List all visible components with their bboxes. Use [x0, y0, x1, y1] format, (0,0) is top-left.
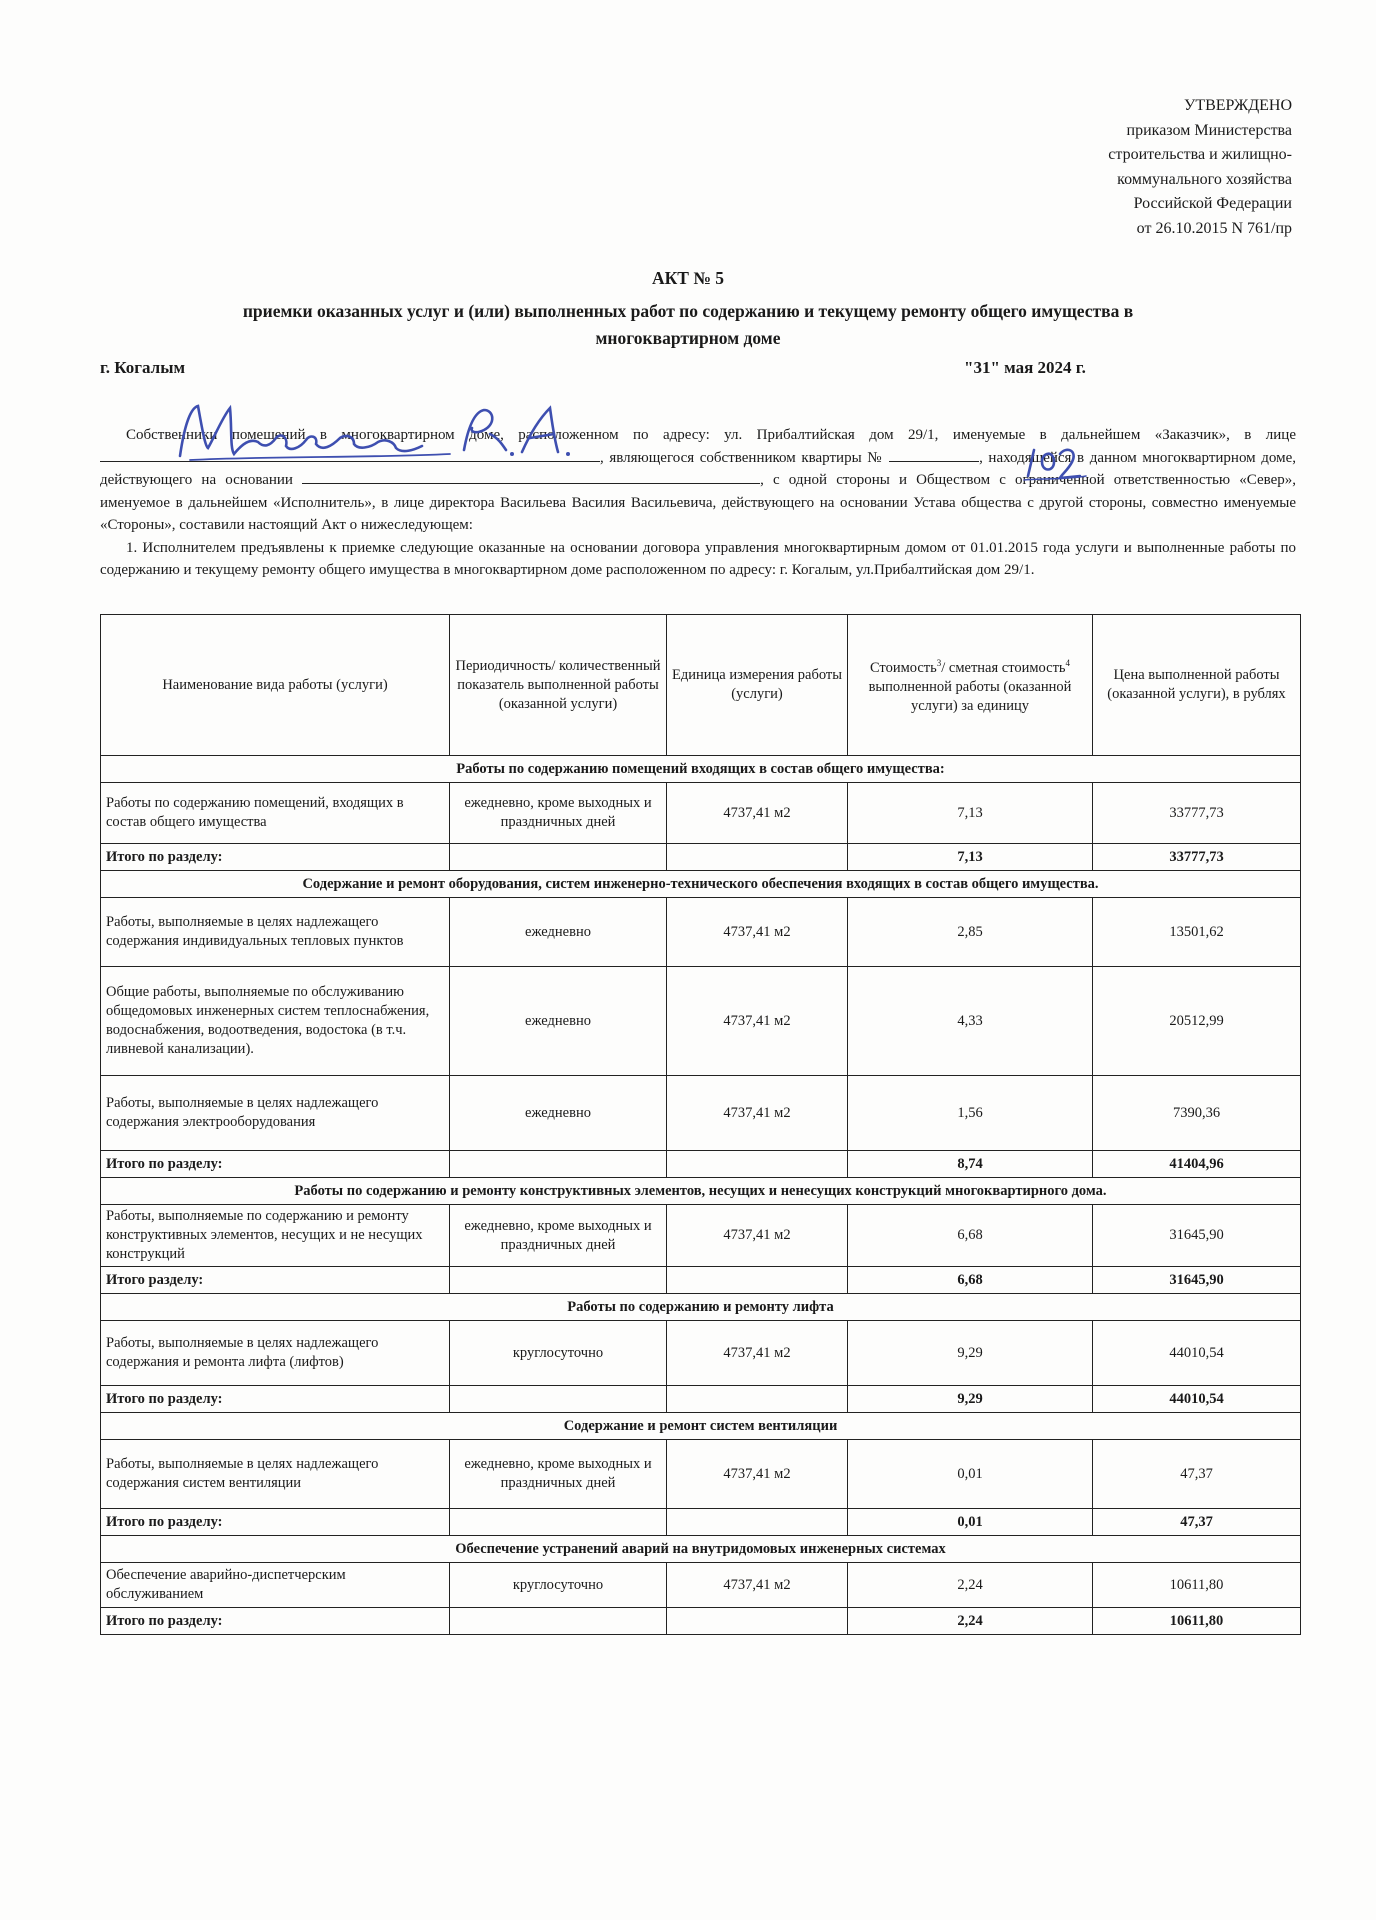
- periodicity-cell: ежедневно: [450, 898, 667, 967]
- section-title: Содержание и ремонт систем вентиляции: [101, 1413, 1301, 1440]
- table-row: [101, 1205, 1301, 1267]
- act-title: АКТ № 5: [651, 268, 725, 288]
- approval-line: приказом Министерства: [1126, 121, 1292, 139]
- section-total-row: [101, 1608, 1301, 1635]
- work-name-cell: Общие работы, выполняемые по обслуживанию общедомовых инженерных систем теплоснабжения, водоснабжения, водоотведения, водостока (в т.ч. ливневой канализации).: [101, 967, 450, 1076]
- price-cell: 13501,62: [1093, 898, 1301, 967]
- column-header-price: Цена выполненной работы (оказанной услуги), в рублях: [1093, 615, 1301, 756]
- unit-cost-cell: 2,24: [848, 1563, 1093, 1608]
- act-subtitle: [100, 298, 1276, 352]
- approval-line: УТВЕРЖДЕНО: [1183, 97, 1292, 114]
- works-table: [100, 614, 1301, 1635]
- signature-drawing: [150, 398, 590, 470]
- table-row: [101, 967, 1301, 1076]
- price-cell: 33777,73: [1093, 783, 1301, 844]
- approval-stamp-text: [1108, 94, 1292, 241]
- section-total-row: [101, 1267, 1301, 1294]
- works-table-body: [101, 756, 1301, 1635]
- approval-line: от 26.10.2015 N 761/пр: [1136, 219, 1292, 237]
- total-price-cell: 10611,80: [1093, 1608, 1301, 1635]
- preamble-text: , находящейся в данном многоквартирном доме, действующего на основании: [100, 449, 1297, 488]
- unit-cell: 4737,41 м2: [667, 1321, 848, 1386]
- apartment-number-drawing: [1020, 440, 1090, 486]
- total-cost-cell: 0,01: [848, 1509, 1093, 1536]
- preamble-paragraph-2: 1. Исполнителем предъявлены к приемке следующие оказанные на основании договора управления многоквартирным домом от 01.01.2015 года услуги и выполненные работы по содержанию и текущему ремонту общего имущества в многоквартирном доме расположенном по адресу: г. Когалым, ул.Прибалтийская дом 29/1.: [100, 539, 1296, 578]
- periodicity-cell: ежедневно, кроме выходных и праздничных дней: [450, 1205, 667, 1267]
- work-name-cell: Работы, выполняемые в целях надлежащего содержания систем вентиляции: [101, 1440, 450, 1509]
- periodicity-cell: ежедневно: [450, 1076, 667, 1151]
- unit-cell: 4737,41 м2: [667, 1440, 848, 1509]
- total-label-cell: Итого по разделу:: [101, 1386, 450, 1413]
- unit-cell: 4737,41 м2: [667, 1563, 848, 1608]
- approval-line: Российской Федерации: [1133, 195, 1292, 212]
- work-name-cell: Работы, выполняемые в целях надлежащего содержания электрооборудования: [101, 1076, 450, 1151]
- act-city: г. Когалым: [100, 358, 186, 377]
- total-price-cell: 44010,54: [1093, 1386, 1301, 1413]
- unit-cell: 4737,41 м2: [667, 783, 848, 844]
- section-total-row: [101, 1151, 1301, 1178]
- empty-cell: [667, 1151, 848, 1178]
- unit-cost-cell: 7,13: [848, 783, 1093, 844]
- unit-cost-cell: 9,29: [848, 1321, 1093, 1386]
- column-header-unit: Единица измерения работы (услуги): [667, 615, 848, 756]
- price-cell: 31645,90: [1093, 1205, 1301, 1267]
- table-row: [101, 1321, 1301, 1386]
- total-cost-cell: 8,74: [848, 1151, 1093, 1178]
- total-label-cell: Итого по разделу:: [101, 1608, 450, 1635]
- column-header-periodicity: Периодичность/ количественный показатель выполненной работы (оказанной услуги): [450, 615, 667, 756]
- table-row: [101, 1076, 1301, 1151]
- total-label-cell: Итого по разделу:: [101, 1509, 450, 1536]
- empty-cell: [667, 1267, 848, 1294]
- total-label-cell: Итого разделу:: [101, 1267, 450, 1294]
- approval-line: коммунального хозяйства: [1117, 170, 1292, 188]
- empty-cell: [450, 1608, 667, 1635]
- unit-cost-cell: 0,01: [848, 1440, 1093, 1509]
- unit-cell: 4737,41 м2: [667, 1205, 848, 1267]
- unit-cell: 4737,41 м2: [667, 898, 848, 967]
- work-name-cell: Обеспечение аварийно-диспетчерским обслуживанием: [101, 1563, 450, 1608]
- unit-cell: 4737,41 м2: [667, 967, 848, 1076]
- section-title: Работы по содержанию и ремонту конструктивных элементов, несущих и ненесущих конструкций многоквартирного дома.: [101, 1178, 1301, 1205]
- section-header-row: [101, 1178, 1301, 1205]
- empty-cell: [667, 1608, 848, 1635]
- section-total-row: [101, 1386, 1301, 1413]
- section-header-row: [101, 756, 1301, 783]
- price-cell: 10611,80: [1093, 1563, 1301, 1608]
- preamble-text: Собственники помещений в многоквартирном доме, расположенном по адресу: ул. Прибалтийская дом 29/1, именуемые в дальнейшем «Заказчик», в лице: [126, 427, 1296, 443]
- handwritten-apartment-number: [1020, 440, 1090, 486]
- table-row: [101, 783, 1301, 844]
- act-subtitle-line: многоквартирном доме: [595, 328, 781, 348]
- apartment-number-blank: [889, 447, 979, 462]
- work-name-cell: Работы, выполняемые в целях надлежащего содержания и ремонта лифта (лифтов): [101, 1321, 450, 1386]
- act-date: "31" мая 2024 г.: [964, 358, 1086, 377]
- act-subtitle-line: приемки оказанных услуг и (или) выполненных работ по содержанию и текущему ремонту общего имущества в: [242, 301, 1134, 321]
- basis-blank: [302, 469, 760, 484]
- empty-cell: [667, 1509, 848, 1536]
- section-title: Работы по содержанию и ремонту лифта: [101, 1294, 1301, 1321]
- table-row: [101, 1440, 1301, 1509]
- periodicity-cell: круглосуточно: [450, 1563, 667, 1608]
- total-price-cell: 33777,73: [1093, 844, 1301, 871]
- empty-cell: [450, 1151, 667, 1178]
- price-cell: 47,37: [1093, 1440, 1301, 1509]
- section-header-row: [101, 1294, 1301, 1321]
- section-title: Работы по содержанию помещений входящих в состав общего имущества:: [101, 756, 1301, 783]
- handwritten-signature: [150, 398, 590, 470]
- price-cell: 7390,36: [1093, 1076, 1301, 1151]
- section-total-row: [101, 1509, 1301, 1536]
- total-price-cell: 47,37: [1093, 1509, 1301, 1536]
- periodicity-cell: ежедневно: [450, 967, 667, 1076]
- empty-cell: [667, 844, 848, 871]
- empty-cell: [450, 1509, 667, 1536]
- total-cost-cell: 2,24: [848, 1608, 1093, 1635]
- price-cell: 20512,99: [1093, 967, 1301, 1076]
- unit-cost-cell: 4,33: [848, 967, 1093, 1076]
- column-header-cost: Стоимость$^3$/ сметная стоимость$^4$ выполненной работы (оказанной услуги) за единицу: [848, 615, 1093, 756]
- table-row: [101, 1563, 1301, 1608]
- section-header-row: [101, 1413, 1301, 1440]
- periodicity-cell: ежедневно, кроме выходных и праздничных дней: [450, 783, 667, 844]
- periodicity-cell: ежедневно, кроме выходных и праздничных дней: [450, 1440, 667, 1509]
- preamble-text: , являющегося собственником квартиры №: [600, 449, 884, 466]
- section-title: Содержание и ремонт оборудования, систем инженерно-технического обеспечения входящих в состав общего имущества.: [101, 871, 1301, 898]
- total-cost-cell: 9,29: [848, 1386, 1093, 1413]
- empty-cell: [450, 1386, 667, 1413]
- empty-cell: [450, 1267, 667, 1294]
- section-header-row: [101, 1536, 1301, 1563]
- table-row: [101, 898, 1301, 967]
- empty-cell: [667, 1386, 848, 1413]
- periodicity-cell: круглосуточно: [450, 1321, 667, 1386]
- section-total-row: [101, 844, 1301, 871]
- unit-cost-cell: 6,68: [848, 1205, 1093, 1267]
- column-header-name: Наименование вида работы (услуги): [101, 615, 450, 756]
- total-price-cell: 41404,96: [1093, 1151, 1301, 1178]
- unit-cost-cell: 2,85: [848, 898, 1093, 967]
- total-cost-cell: 7,13: [848, 844, 1093, 871]
- total-cost-cell: 6,68: [848, 1267, 1093, 1294]
- work-name-cell: Работы по содержанию помещений, входящих в состав общего имущества: [101, 783, 450, 844]
- work-name-cell: Работы, выполняемые по содержанию и ремонту конструктивных элементов, несущих и не несущих конструкций: [101, 1205, 450, 1267]
- total-label-cell: Итого по разделу:: [101, 1151, 450, 1178]
- section-header-row: [101, 871, 1301, 898]
- price-cell: 44010,54: [1093, 1321, 1301, 1386]
- total-price-cell: 31645,90: [1093, 1267, 1301, 1294]
- preamble-text: , с одной стороны и Обществом с ограниченной ответственностью «Север», именуемое в дальнейшем «Исполнитель», в лице директора Васильева Василия Васильевича, действующего на основании Устава общества с другой стороны, совместно именуемые «Стороны», составили настоящий Акт о нижеследующем:: [100, 472, 1296, 533]
- table-header-row: [101, 615, 1301, 756]
- unit-cell: 4737,41 м2: [667, 1076, 848, 1151]
- approval-line: строительства и жилищно-: [1108, 146, 1292, 163]
- work-name-cell: Работы, выполняемые в целях надлежащего содержания индивидуальных тепловых пунктов: [101, 898, 450, 967]
- section-title: Обеспечение устранений аварий на внутридомовых инженерных системах: [101, 1536, 1301, 1563]
- unit-cost-cell: 1,56: [848, 1076, 1093, 1151]
- empty-cell: [450, 844, 667, 871]
- total-label-cell: Итого по разделу:: [101, 844, 450, 871]
